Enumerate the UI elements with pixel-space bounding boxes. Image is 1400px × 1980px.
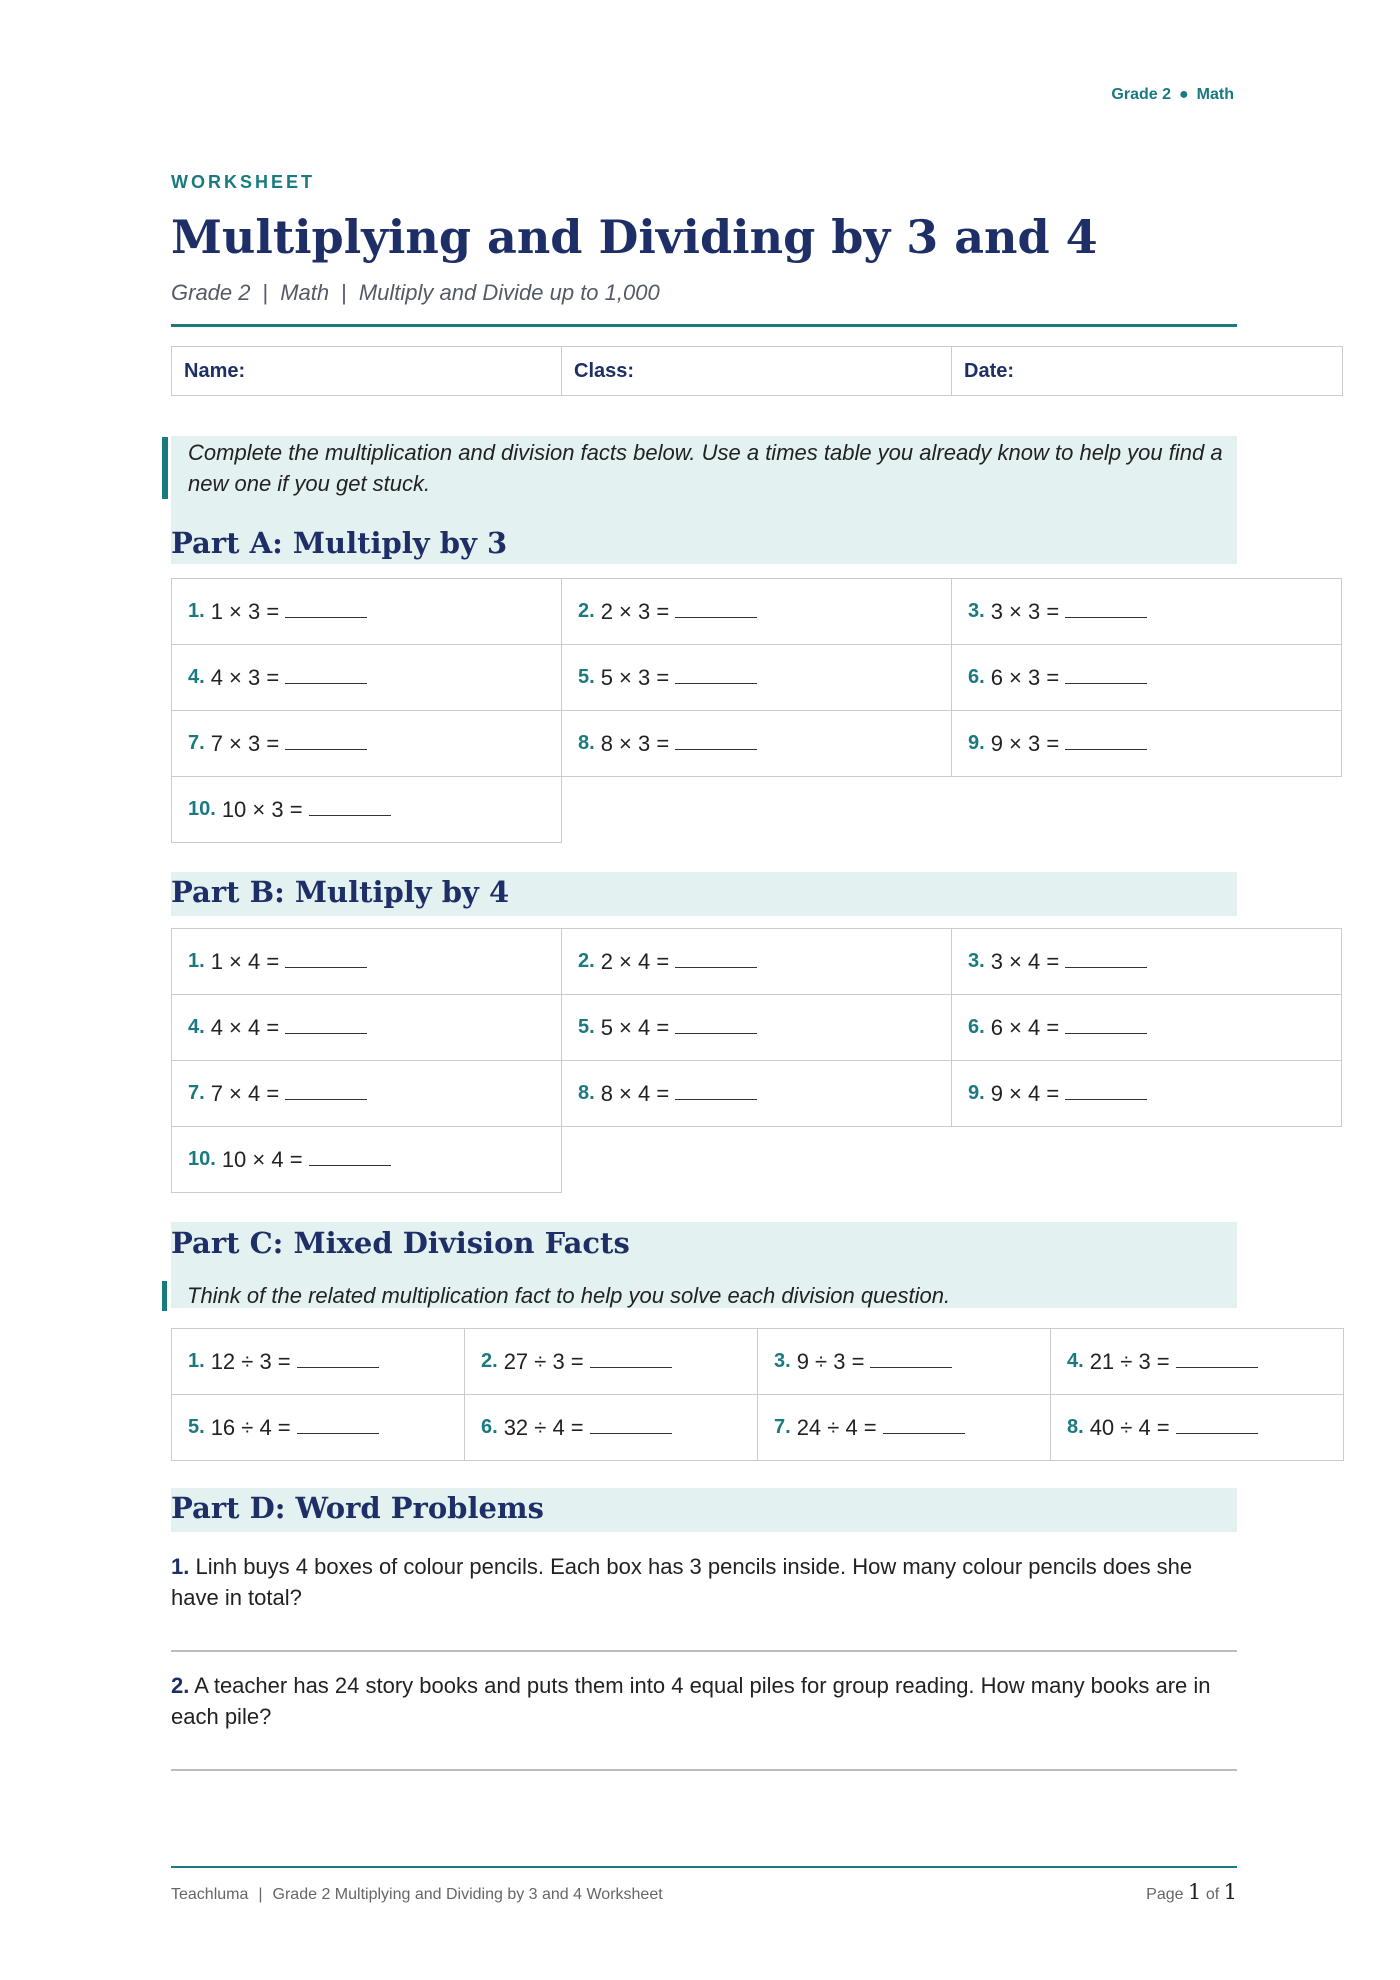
answer-blank[interactable] [675,1099,757,1100]
problem-cell [171,578,562,645]
problem-number: 2. [578,950,595,972]
answer-blank[interactable] [1065,1033,1147,1034]
answer-blank[interactable] [1065,967,1147,968]
problem-number: 4. [188,1016,205,1038]
problem-text: 4 × 4 = [210,1014,280,1040]
problem-number: 2. [481,1350,498,1372]
problem-text: 1 × 4 = [210,948,280,974]
answer-blank[interactable] [297,1367,379,1368]
answer-blank[interactable] [675,749,757,750]
problem-text: 32 ÷ 4 = [503,1414,584,1440]
problem-cell [464,1394,758,1461]
answer-blank[interactable] [1065,617,1147,618]
problem-number: 7. [188,1082,205,1104]
problem-number: 8. [578,732,595,754]
problem-text: 9 × 4 = [990,1080,1060,1106]
problem-text: 3 × 3 = [990,598,1060,624]
answer-blank[interactable] [1176,1367,1258,1368]
page-title: Multiplying and Dividing by 3 and 4 [171,210,1098,264]
problem-text: 4 × 3 = [210,664,280,690]
problem-cell [1050,1394,1344,1461]
footer-separator: | [258,1886,263,1903]
part-c-instruction: Think of the related multiplication fact to help you solve each division question. [162,1281,1237,1311]
footer-brand: Teachluma [171,1886,249,1903]
part-c-heading: Part C: Mixed Division Facts [171,1226,630,1260]
problem-number: 10. [188,1148,216,1170]
word-problem [171,1551,1237,1613]
problem-number: 9. [968,732,985,754]
problem-number: 6. [481,1416,498,1438]
problem-cell [561,710,952,777]
problem-text: 9 ÷ 3 = [796,1348,865,1374]
problem-cell [171,1126,562,1193]
header-grade: Grade 2 [1111,86,1171,103]
problem-cell [171,776,562,843]
footer-left [171,1886,663,1904]
part-b-grid [171,928,1343,1192]
problem-cell [561,1060,952,1127]
page-of: of [1205,1886,1220,1903]
student-info-table [171,346,1343,396]
answer-blank[interactable] [675,1033,757,1034]
problem-text: 8 × 3 = [600,730,670,756]
problem-cell [171,1394,465,1461]
problem-number: 2. [578,600,595,622]
problem-number: 3. [774,1350,791,1372]
subtitle-separator: | [262,280,269,305]
problem-number: 1. [188,1350,205,1372]
answer-blank[interactable] [590,1433,672,1434]
header-subject: Math [1196,86,1234,103]
problem-text: 16 ÷ 4 = [210,1414,291,1440]
problem-number: 5. [578,666,595,688]
problem-number: 9. [968,1082,985,1104]
header-meta [1111,86,1234,104]
problem-number: 10. [188,798,216,820]
problem-text: 3 × 4 = [990,948,1060,974]
problem-cell [757,1394,1051,1461]
name-field[interactable]: Name: [172,347,562,395]
problem-text: 10 × 3 = [221,796,303,822]
problem-cell [951,578,1342,645]
problem-cell [171,710,562,777]
word-problem-number: 2. [171,1673,190,1698]
part-c-grid [171,1328,1343,1460]
problem-text: 6 × 4 = [990,1014,1060,1040]
problem-text: 40 ÷ 4 = [1089,1414,1170,1440]
problem-number: 3. [968,600,985,622]
problem-text: 7 × 4 = [210,1080,280,1106]
problem-cell [951,994,1342,1061]
problem-number: 8. [1067,1416,1084,1438]
date-field[interactable]: Date: [964,359,1015,382]
answer-blank[interactable] [883,1433,965,1434]
problem-number: 1. [188,950,205,972]
word-problem [171,1670,1237,1732]
subtitle-topic: Multiply and Divide up to 1,000 [358,280,660,305]
answer-blank[interactable] [285,967,367,968]
answer-blank[interactable] [675,617,757,618]
problem-text: 2 × 4 = [600,948,670,974]
problem-cell [951,644,1342,711]
problem-text: 6 × 3 = [990,664,1060,690]
footer-doc-title: Grade 2 Multiplying and Dividing by 3 and 4 Worksheet [272,1886,663,1903]
instruction-callout: Complete the multiplication and division facts below. Use a times table you already know to help you find a new one if you get stuck. [162,437,1237,499]
problem-number: 4. [1067,1350,1084,1372]
answer-blank[interactable] [870,1367,952,1368]
subtitle-subject: Math [280,280,330,305]
answer-blank[interactable] [1176,1433,1258,1434]
answer-blank[interactable] [590,1367,672,1368]
problem-cell [561,578,952,645]
problem-cell [171,994,562,1061]
answer-blank[interactable] [1065,1099,1147,1100]
problem-cell [171,644,562,711]
problem-cell [464,1328,758,1395]
answer-blank[interactable] [309,815,391,816]
answer-blank[interactable] [285,1099,367,1100]
problem-text: 21 ÷ 3 = [1089,1348,1170,1374]
problem-cell [951,928,1342,995]
problem-number: 8. [578,1082,595,1104]
subtitle-separator: | [341,280,347,305]
part-b-heading: Part B: Multiply by 4 [171,875,510,909]
part-a-grid [171,578,1343,842]
problem-text: 1 × 3 = [210,598,280,624]
problem-number: 7. [188,732,205,754]
problem-text: 2 × 3 = [600,598,670,624]
problem-text: 7 × 3 = [210,730,280,756]
answer-blank[interactable] [1065,683,1147,684]
page-current: 1 [1188,1880,1202,1904]
problem-cell [561,928,952,995]
problem-text: 8 × 4 = [600,1080,670,1106]
answer-blank[interactable] [1065,749,1147,750]
problem-text: 10 × 4 = [221,1146,303,1172]
answer-line[interactable] [171,1650,1237,1652]
problem-text: 27 ÷ 3 = [503,1348,584,1374]
page-total: 1 [1223,1880,1237,1904]
eyebrow-label: WORKSHEET [171,172,315,192]
problem-cell [561,994,952,1061]
problem-number: 4. [188,666,205,688]
answer-blank[interactable] [285,617,367,618]
footer-divider [171,1866,1237,1868]
answer-blank[interactable] [285,749,367,750]
answer-blank[interactable] [309,1165,391,1166]
problem-number: 5. [188,1416,205,1438]
problem-number: 5. [578,1016,595,1038]
subtitle [171,280,660,306]
problem-number: 3. [968,950,985,972]
problem-text: 5 × 3 = [600,664,670,690]
problem-cell [1050,1328,1344,1395]
answer-blank[interactable] [297,1433,379,1434]
problem-number: 1. [188,600,205,622]
problem-text: 12 ÷ 3 = [210,1348,291,1374]
part-d-heading: Part D: Word Problems [171,1491,544,1525]
problem-cell [171,1328,465,1395]
problem-cell [171,928,562,995]
answer-blank[interactable] [285,683,367,684]
class-field[interactable]: Class: [562,347,952,395]
problem-text: 24 ÷ 4 = [796,1414,877,1440]
problem-cell [951,710,1342,777]
word-problem-text: A teacher has 24 story books and puts them into 4 equal piles for group reading. How many books are in each pile? [171,1673,1211,1729]
answer-blank[interactable] [675,967,757,968]
part-a-heading: Part A: Multiply by 3 [171,526,508,560]
answer-blank[interactable] [675,683,757,684]
page-label: Page [1146,1886,1184,1903]
problem-number: 6. [968,666,985,688]
title-divider [171,324,1237,327]
page-number [1146,1880,1237,1904]
problem-text: 5 × 4 = [600,1014,670,1040]
problem-cell [951,1060,1342,1127]
header-separator: ● [1179,86,1189,103]
word-problem-text: Linh buys 4 boxes of colour pencils. Each box has 3 pencils inside. How many colour pencils does she have in total? [171,1554,1193,1610]
answer-line[interactable] [171,1769,1237,1771]
problem-text: 9 × 3 = [990,730,1060,756]
problem-number: 7. [774,1416,791,1438]
problem-cell [757,1328,1051,1395]
answer-blank[interactable] [285,1033,367,1034]
subtitle-grade: Grade 2 [171,280,251,305]
problem-number: 6. [968,1016,985,1038]
problem-cell [171,1060,562,1127]
word-problem-number: 1. [171,1554,190,1579]
problem-cell [561,644,952,711]
